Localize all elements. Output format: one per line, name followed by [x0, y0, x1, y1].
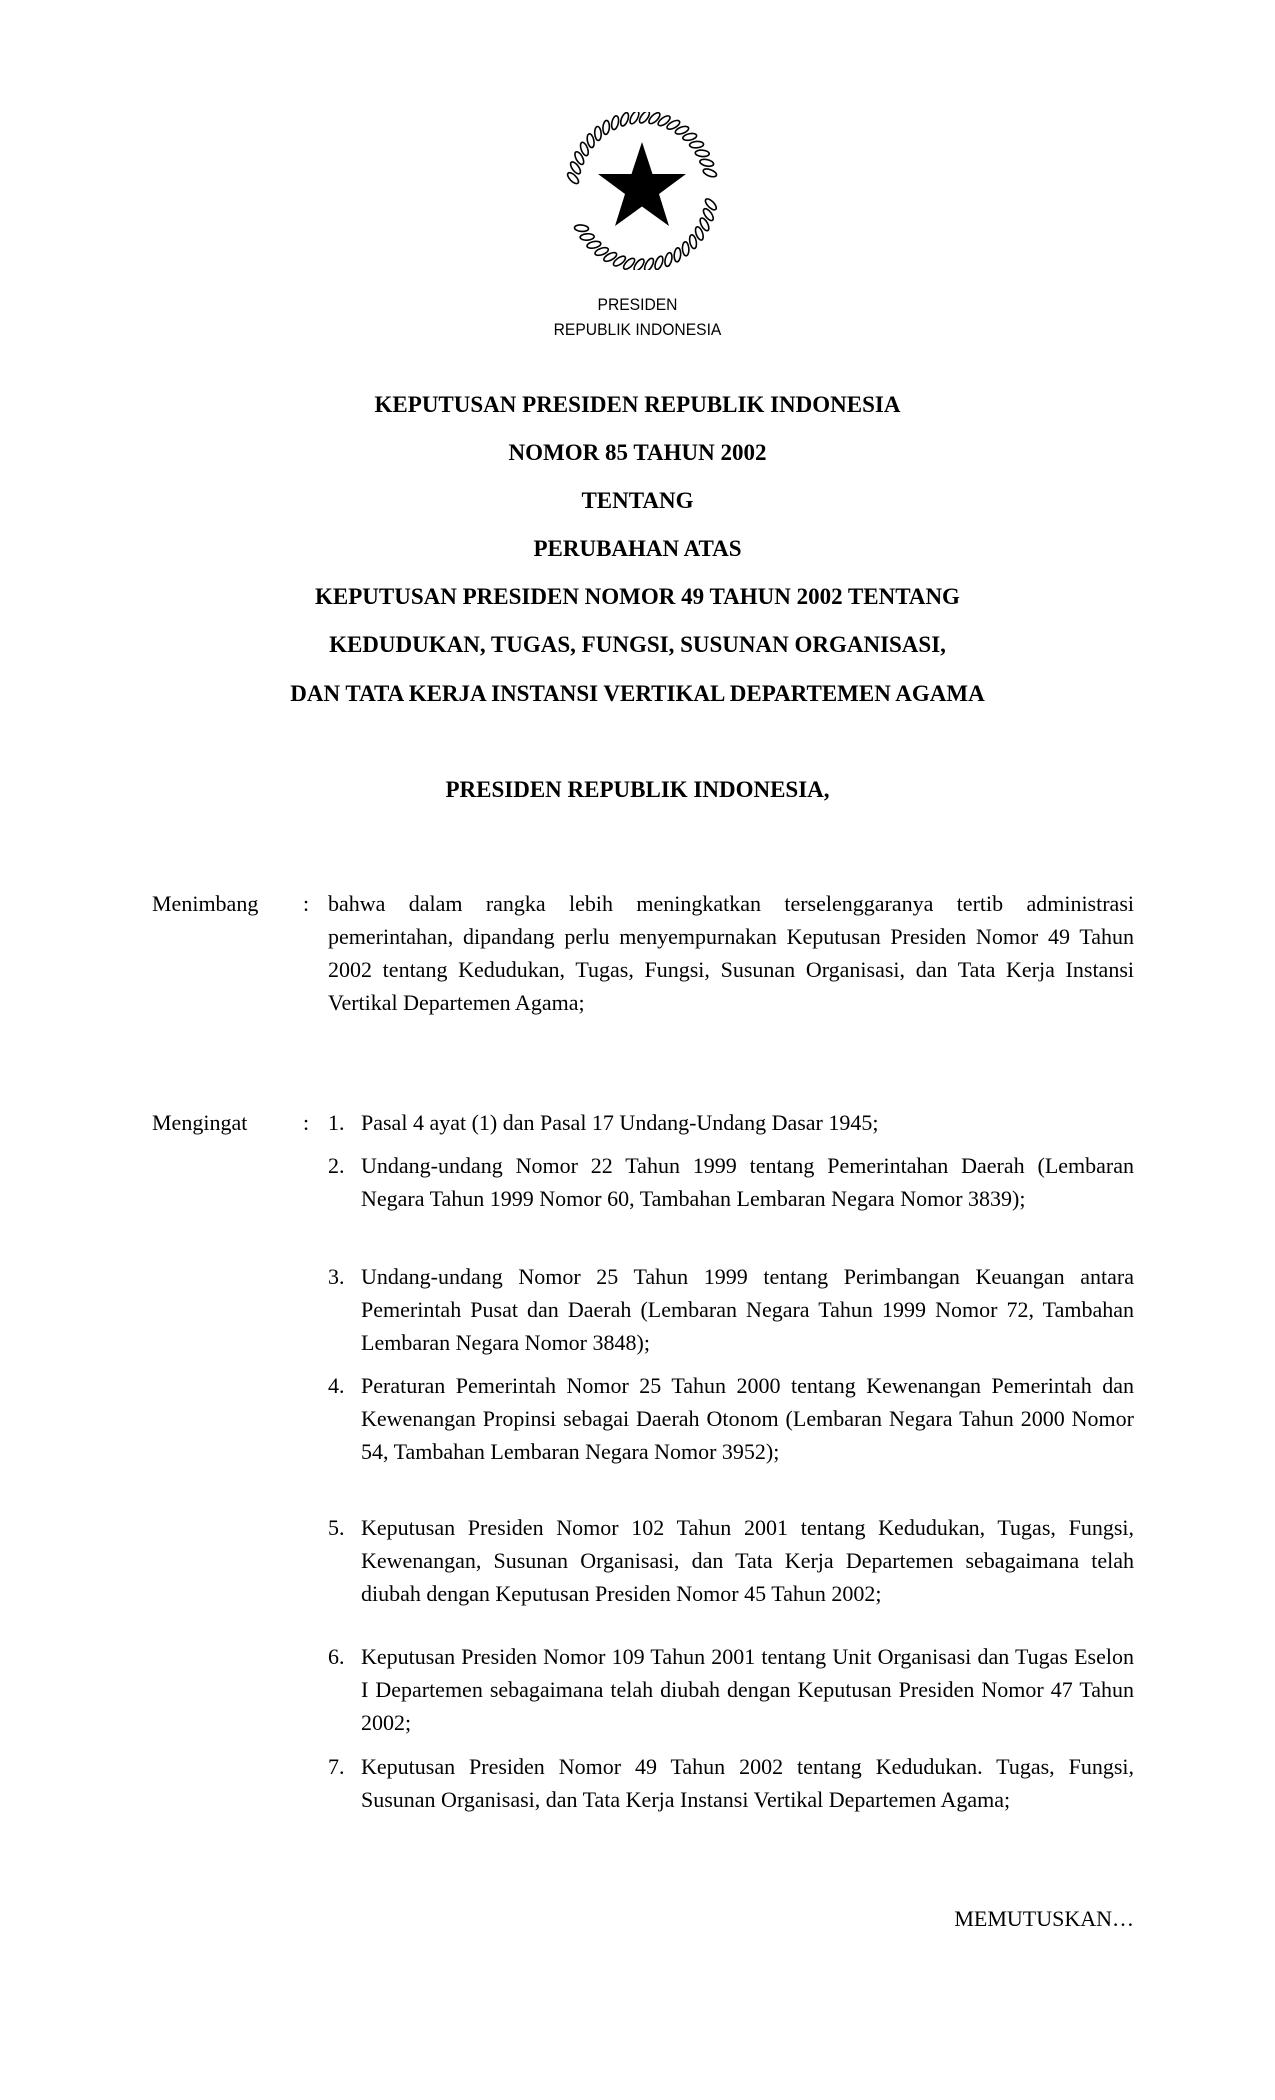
item-text: Peraturan Pemerintah Nomor 25 Tahun 2000 tentang Kewenangan Pemerintah dan Kewenangan Propinsi sebagai Daerah Otonom (Lembaran Negara Tahun 2000 Nomor 54, Tambahan Lembaran Negara Nomor 3952); [361, 1373, 1134, 1464]
wreath-leaf-icon [594, 126, 601, 140]
presidential-seal-emblem [563, 112, 721, 270]
title-line: KEDUDUKAN, TUGAS, FUNGSI, SUSUNAN ORGANISASI, [329, 632, 946, 657]
wreath-leaf-icon [643, 257, 655, 270]
title-line: TENTANG [581, 488, 694, 513]
menimbang-label: Menimbang [152, 891, 259, 916]
item-text: Pasal 4 ayat (1) dan Pasal 17 Undang-Undang Dasar 1945; [361, 1110, 879, 1135]
item-text: Undang-undang Nomor 22 Tahun 1999 tentang Pemerintahan Daerah (Lembaran Negara Tahun 1999 Nomor 60, Tambahan Lembaran Negara Nomor 3839); [361, 1153, 1134, 1211]
mengingat-colon: : [303, 1110, 310, 1135]
wreath-leaf-icon [699, 158, 714, 167]
letterhead-line-1: PRESIDEN [597, 295, 678, 314]
wreath-leaf-icon [602, 120, 609, 134]
wreath-leaf-icon [580, 233, 594, 240]
item-text: Keputusan Presiden Nomor 102 Tahun 2001 tentang Kedudukan, Tugas, Fungsi, Kewenangan, Susunan Organisasi, dan Tata Kerja Departemen sebagaimana telah diubah dengan Keputusan Presiden Nomor 45 Tahun 2002; [361, 1515, 1134, 1606]
wreath-leaf-icon [653, 255, 664, 270]
item-number: 3. [328, 1264, 345, 1289]
mengingat-item [328, 1369, 1134, 1468]
mengingat-item [328, 1149, 1134, 1215]
item-number: 6. [328, 1644, 345, 1669]
item-number: 2. [328, 1153, 345, 1178]
mengingat-item [328, 1106, 1134, 1139]
wreath-leaf-icon [610, 115, 619, 130]
item-number: 4. [328, 1373, 345, 1398]
letterhead-line-2: REPUBLIK INDONESIA [553, 320, 722, 339]
star-icon [598, 142, 686, 226]
wreath-leaf-icon [682, 242, 689, 256]
item-number: 5. [328, 1515, 345, 1540]
mengingat-item [328, 1640, 1134, 1739]
title-line: NOMOR 85 TAHUN 2002 [508, 440, 767, 465]
wreath-leaf-icon [619, 112, 630, 127]
wreath-leaf-icon [674, 248, 682, 262]
issuer-heading: PRESIDEN REPUBLIK INDONESIA, [445, 777, 830, 802]
wreath-leaf-icon [695, 150, 709, 157]
menimbang-colon: : [303, 891, 310, 916]
item-text: Keputusan Presiden Nomor 49 Tahun 2002 tentang Kedudukan. Tugas, Fungsi, Susunan Organisasi, dan Tata Kerja Instansi Vertikal Departemen Agama; [361, 1754, 1134, 1812]
item-number: 1. [328, 1110, 345, 1135]
memutuskan-continuation: MEMUTUSKAN… [954, 1906, 1134, 1931]
wreath-leaf-icon [682, 132, 697, 141]
item-text: Undang-undang Nomor 25 Tahun 1999 tentang Perimbangan Keuangan antara Pemerintah Pusat dan Daerah (Lembaran Negara Tahun 1999 Nomor 72, Tambahan Lembaran Negara Nomor 3848); [361, 1264, 1134, 1355]
wreath-leaf-icon [586, 240, 601, 249]
item-text: Keputusan Presiden Nomor 109 Tahun 2001 tentang Unit Organisasi dan Tugas Eselon I Departemen sebagaimana telah diubah dengan Keputusan Presiden Nomor 47 Tahun 2002; [361, 1644, 1134, 1735]
mengingat-item [328, 1750, 1134, 1816]
mengingat-item [328, 1511, 1134, 1610]
wreath-leaf-icon [689, 141, 703, 148]
title-line: DAN TATA KERJA INSTANSI VERTIKAL DEPARTEMEN AGAMA [290, 681, 985, 706]
wreath-leaf-icon [688, 234, 697, 249]
wreath-leaf-icon [664, 252, 673, 267]
wreath-leaf-icon [702, 167, 717, 178]
wreath-leaf-icon [628, 112, 640, 125]
title-line: PERUBAHAN ATAS [533, 536, 742, 561]
menimbang-text: bahwa dalam rangka lebih meningkatkan terselenggaranya tertib administrasi pemerintahan, dipandang perlu menyempurnakan Keputusan Presiden Nomor 49 Tahun 2002 tentang Kedudukan, Tugas, Fungsi, Susunan Organisasi, dan Tata Kerja Instansi Vertikal Departemen Agama; [328, 891, 1134, 1015]
mengingat-item [328, 1260, 1134, 1359]
title-line: KEPUTUSAN PRESIDEN NOMOR 49 TAHUN 2002 TENTANG [315, 584, 960, 609]
title-line: KEPUTUSAN PRESIDEN REPUBLIK INDONESIA [374, 392, 901, 417]
item-number: 7. [328, 1754, 345, 1779]
wreath-leaf-icon [574, 224, 588, 232]
mengingat-label: Mengingat [152, 1110, 248, 1135]
